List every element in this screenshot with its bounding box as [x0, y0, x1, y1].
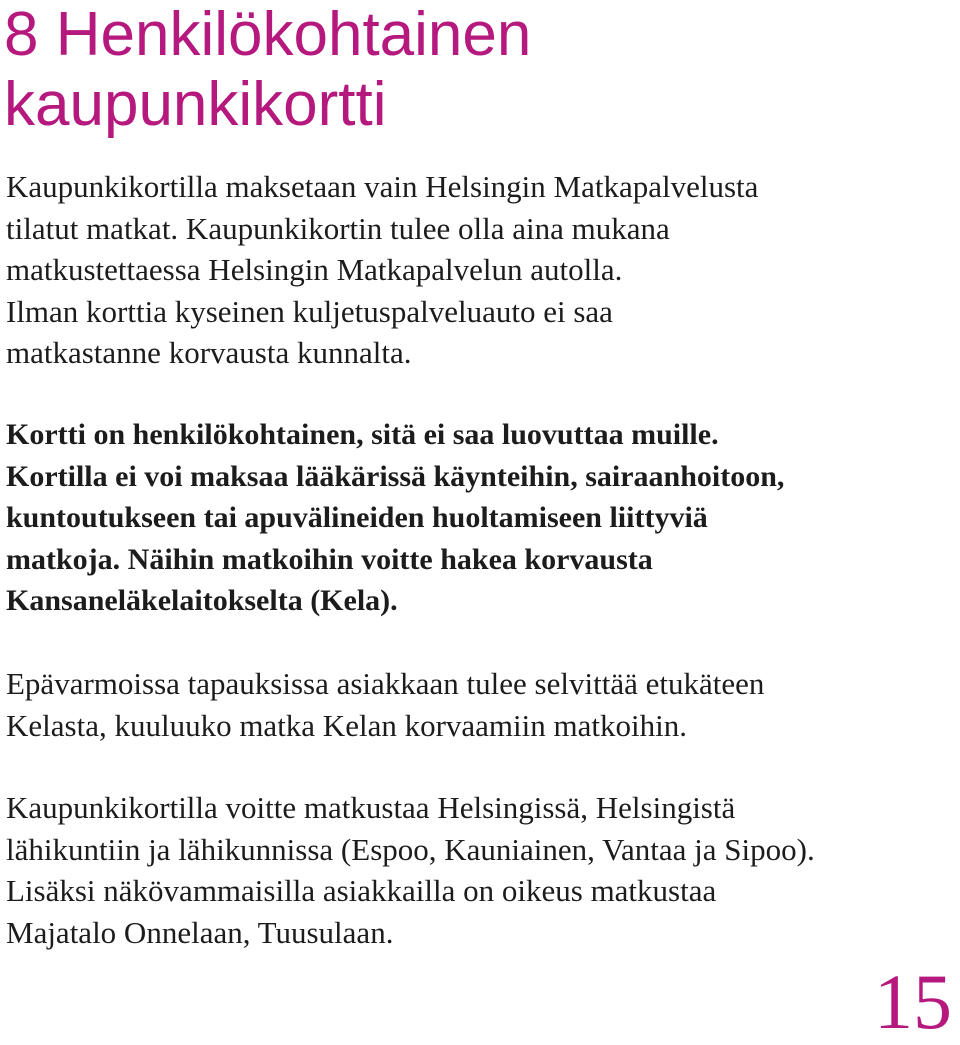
- text-line: Kortti on henkilökohtainen, sitä ei saa luovuttaa muille.: [6, 418, 719, 451]
- text-line: Kansaneläkelaitokselta (Kela).: [6, 584, 398, 617]
- page-title-line-1: 8 Henkilökohtainen: [4, 0, 532, 69]
- paragraph-travel-area: [6, 787, 956, 953]
- paragraph-personal-card-notice: [6, 414, 956, 622]
- text-line: lähikuntiin ja lähikunnissa (Espoo, Kauniainen, Vantaa ja Sipoo).: [6, 831, 815, 867]
- text-line: tilatut matkat. Kaupunkikortin tulee olla aina mukana: [6, 210, 670, 246]
- page-number: 15: [874, 958, 952, 1045]
- text-line: Kaupunkikortilla maksetaan vain Helsingin Matkapalvelusta: [6, 169, 759, 204]
- text-line: Kaupunkikortilla voitte matkustaa Helsingissä, Helsingistä: [6, 790, 736, 825]
- text-line: matkoja. Näihin matkoihin voitte hakea korvausta: [6, 542, 653, 576]
- text-line: Ilman korttia kyseinen kuljetuspalveluauto ei saa: [6, 293, 613, 329]
- text-line: matkustettaessa Helsingin Matkapalvelun autolla.: [6, 252, 623, 287]
- page-title-line-2: kaupunkikortti: [4, 70, 387, 139]
- paragraph-card-usage: [6, 166, 956, 374]
- text-line: Kortilla ei voi maksaa lääkärissä käynteihin, sairaanhoitoon,: [6, 459, 785, 493]
- paragraph-kela-check: [6, 663, 956, 746]
- text-line: Majatalo Onnelaan, Tuusulaan.: [6, 914, 394, 950]
- page-title: [4, 0, 531, 140]
- text-line: Kelasta, kuuluuko matka Kelan korvaamiin matkoihin.: [6, 707, 687, 743]
- text-line: kuntoutukseen tai apuvälineiden huoltamiseen liittyviä: [6, 501, 708, 534]
- text-line: Lisäksi näkövammaisilla asiakkailla on oikeus matkustaa: [6, 873, 717, 908]
- text-line: Epävarmoissa tapauksissa asiakkaan tulee selvittää etukäteen: [6, 666, 765, 701]
- text-line: matkastanne korvausta kunnalta.: [6, 335, 412, 370]
